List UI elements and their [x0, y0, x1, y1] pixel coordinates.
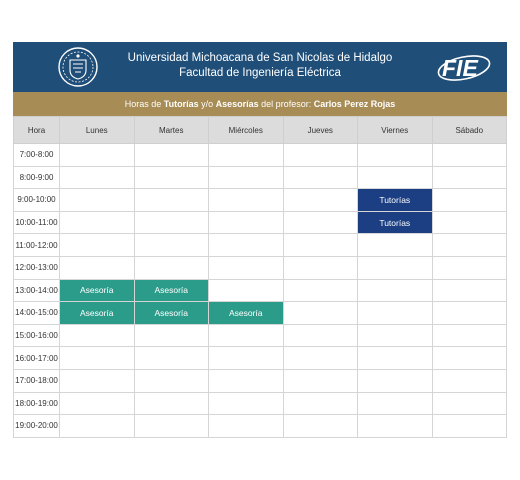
schedule-sheet: [13, 42, 507, 438]
table-row: [14, 279, 507, 302]
empty-slot: [60, 166, 135, 189]
empty-slot: [432, 166, 507, 189]
column-header-sabado: Sábado: [432, 117, 507, 144]
table-row: [14, 189, 507, 212]
empty-slot: [283, 234, 358, 257]
empty-slot: [134, 144, 209, 167]
empty-slot: [358, 369, 433, 392]
empty-slot: [209, 369, 284, 392]
empty-slot: [134, 347, 209, 370]
empty-slot: [432, 189, 507, 212]
empty-slot: [283, 415, 358, 438]
empty-slot: [358, 415, 433, 438]
tutoria-slot: Tutorías: [358, 189, 433, 212]
schedule-table: [13, 116, 507, 438]
empty-slot: [209, 256, 284, 279]
empty-slot: [283, 369, 358, 392]
empty-slot: [432, 324, 507, 347]
empty-slot: [209, 189, 284, 212]
empty-slot: [134, 189, 209, 212]
hour-label: 8:00-9:00: [14, 166, 60, 189]
banner-prefix: Horas de: [124, 99, 164, 109]
empty-slot: [432, 279, 507, 302]
empty-slot: [283, 166, 358, 189]
empty-slot: [209, 324, 284, 347]
professor-name: Carlos Perez Rojas: [313, 99, 396, 109]
table-row: [14, 234, 507, 257]
faculty-name: Facultad de Ingeniería Eléctrica: [179, 67, 341, 79]
professor-banner: [13, 92, 507, 116]
empty-slot: [209, 415, 284, 438]
column-header-lunes: Lunes: [60, 117, 135, 144]
hour-label: 14:00-15:00: [14, 302, 60, 325]
empty-slot: [358, 234, 433, 257]
empty-slot: [134, 392, 209, 415]
banner-middle: y/o: [198, 99, 216, 109]
empty-slot: [283, 347, 358, 370]
empty-slot: [358, 392, 433, 415]
asesoria-slot: Asesoría: [209, 302, 284, 325]
empty-slot: [283, 211, 358, 234]
empty-slot: [358, 347, 433, 370]
empty-slot: [283, 392, 358, 415]
hour-label: 13:00-14:00: [14, 279, 60, 302]
asesoria-slot: Asesoría: [60, 279, 135, 302]
empty-slot: [283, 144, 358, 167]
table-row: [14, 392, 507, 415]
empty-slot: [134, 415, 209, 438]
empty-slot: [60, 324, 135, 347]
hour-label: 12:00-13:00: [14, 256, 60, 279]
empty-slot: [358, 256, 433, 279]
empty-slot: [358, 144, 433, 167]
column-header-miercoles: Miércoles: [209, 117, 284, 144]
empty-slot: [283, 256, 358, 279]
banner-tutorias: Tutorías: [163, 99, 199, 109]
table-row: [14, 302, 507, 325]
empty-slot: [432, 415, 507, 438]
table-row: [14, 211, 507, 234]
hour-label: 11:00-12:00: [14, 234, 60, 257]
hour-label: 17:00-18:00: [14, 369, 60, 392]
column-header-jueves: Jueves: [283, 117, 358, 144]
table-row: [14, 347, 507, 370]
empty-slot: [60, 415, 135, 438]
empty-slot: [209, 392, 284, 415]
hour-label: 19:00-20:00: [14, 415, 60, 438]
empty-slot: [60, 256, 135, 279]
table-row: [14, 144, 507, 167]
hour-label: 10:00-11:00: [14, 211, 60, 234]
banner-suffix: del profesor:: [258, 99, 314, 109]
empty-slot: [283, 189, 358, 212]
empty-slot: [358, 324, 433, 347]
asesoria-slot: Asesoría: [60, 302, 135, 325]
empty-slot: [60, 189, 135, 212]
empty-slot: [134, 234, 209, 257]
empty-slot: [60, 369, 135, 392]
schedule-header-row: [14, 117, 507, 144]
empty-slot: [432, 144, 507, 167]
header-banner: [13, 42, 507, 92]
table-row: [14, 324, 507, 347]
empty-slot: [134, 369, 209, 392]
table-row: [14, 369, 507, 392]
schedule-body: [14, 144, 507, 438]
empty-slot: [432, 392, 507, 415]
empty-slot: [358, 302, 433, 325]
empty-slot: [134, 211, 209, 234]
empty-slot: [432, 211, 507, 234]
empty-slot: [432, 369, 507, 392]
empty-slot: [134, 324, 209, 347]
empty-slot: [209, 211, 284, 234]
empty-slot: [432, 234, 507, 257]
tutoria-slot: Tutorías: [358, 211, 433, 234]
column-header-martes: Martes: [134, 117, 209, 144]
hour-label: 15:00-16:00: [14, 324, 60, 347]
banner-asesorias: Asesorías: [215, 99, 259, 109]
empty-slot: [60, 392, 135, 415]
hour-label: 9:00-10:00: [14, 189, 60, 212]
empty-slot: [60, 347, 135, 370]
empty-slot: [358, 166, 433, 189]
asesoria-slot: Asesoría: [134, 302, 209, 325]
empty-slot: [283, 302, 358, 325]
empty-slot: [60, 144, 135, 167]
column-header-hora: Hora: [14, 117, 60, 144]
empty-slot: [432, 256, 507, 279]
university-name: Universidad Michoacana de San Nicolas de Hidalgo: [127, 52, 393, 64]
table-row: [14, 415, 507, 438]
empty-slot: [60, 234, 135, 257]
fie-logo-text: FIE: [442, 55, 478, 81]
table-row: [14, 166, 507, 189]
asesoria-slot: Asesoría: [134, 279, 209, 302]
empty-slot: [358, 279, 433, 302]
empty-slot: [209, 347, 284, 370]
empty-slot: [134, 166, 209, 189]
empty-slot: [60, 211, 135, 234]
hour-label: 16:00-17:00: [14, 347, 60, 370]
empty-slot: [209, 144, 284, 167]
empty-slot: [134, 256, 209, 279]
empty-slot: [209, 234, 284, 257]
hour-label: 18:00-19:00: [14, 392, 60, 415]
fie-logo-icon: [433, 49, 491, 85]
empty-slot: [432, 347, 507, 370]
hour-label: 7:00-8:00: [14, 144, 60, 167]
column-header-viernes: Viernes: [358, 117, 433, 144]
empty-slot: [209, 166, 284, 189]
empty-slot: [432, 302, 507, 325]
empty-slot: [283, 324, 358, 347]
table-row: [14, 256, 507, 279]
empty-slot: [209, 279, 284, 302]
empty-slot: [283, 279, 358, 302]
